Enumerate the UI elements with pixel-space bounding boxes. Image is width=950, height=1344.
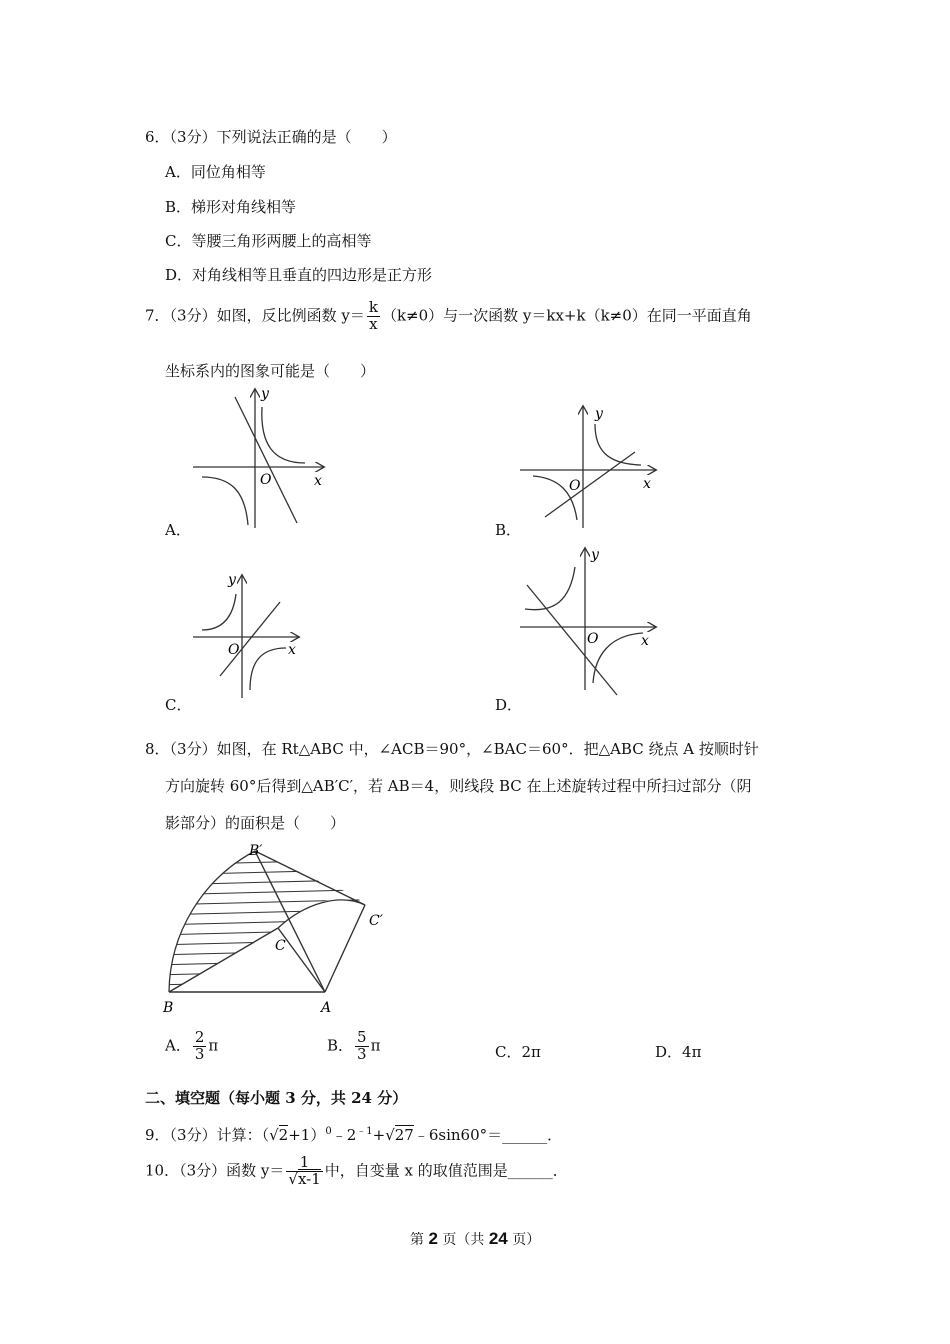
- q8-stem-line2: 方向旋转 60°后得到△AB′C′，若 AB＝4，则线段 BC 在上述旋转过程中所扫过部分（阴: [165, 777, 752, 795]
- q7-stem-pre: 7．（3分）如图，反比例函数 y＝: [145, 306, 365, 325]
- option-fraction: [355, 1030, 369, 1063]
- page-number: 2: [428, 1229, 438, 1248]
- q7-fraction: [367, 300, 380, 333]
- fraction-denominator: x: [369, 314, 378, 333]
- q8-option-c: C．2π: [495, 1043, 541, 1061]
- segment-b1c1: [255, 851, 365, 905]
- q6-option-d: D．对角线相等且垂直的四边形是正方形: [165, 266, 433, 284]
- option-suffix: π: [370, 1036, 381, 1055]
- axis-y-label: y: [595, 406, 603, 422]
- q8-stem-line1: 8．（3分）如图，在 Rt△ABC 中，∠ACB＝90°，∠BAC＝60°．把△ABC 绕点 A 按顺时针: [145, 740, 759, 758]
- rotation-figure: [155, 835, 395, 1015]
- fraction-numerator: 2: [194, 1028, 205, 1046]
- footer-text: 第: [410, 1232, 429, 1248]
- sqrt-icon: √: [385, 1126, 395, 1144]
- label-b: B: [163, 1000, 174, 1015]
- option-prefix: B．: [327, 1036, 354, 1055]
- q7-stem-line2: 坐标系内的图象可能是（ ）: [165, 362, 376, 380]
- origin-label: O: [569, 478, 581, 494]
- origin-label: O: [228, 642, 240, 658]
- segment-c1a: [325, 905, 365, 992]
- total-pages: 24: [488, 1229, 508, 1248]
- q8-stem-line3: 影部分）的面积是（ ）: [165, 814, 346, 832]
- q8-option-a: [165, 1030, 218, 1063]
- hyperbola-branch: [250, 648, 286, 690]
- q7-stem-post: （k≠0）与一次函数 y＝kx+k（k≠0）在同一平面直角: [381, 306, 752, 325]
- hyperbola-branch: [595, 424, 641, 465]
- line-graph: [220, 602, 280, 676]
- fraction-numerator: 5: [357, 1028, 367, 1046]
- footer-text: 页（共: [437, 1232, 489, 1248]
- axis-y-label: y: [261, 386, 269, 402]
- q10-stem: [145, 1155, 568, 1188]
- origin-label: O: [587, 631, 599, 647]
- fraction-denominator: [286, 1169, 322, 1188]
- q9-pre: 9．（3分）计算：（: [145, 1126, 270, 1144]
- line-graph: [527, 585, 617, 695]
- exponent: ﹣1: [356, 1126, 373, 1137]
- hyperbola-branch: [202, 477, 248, 525]
- graph-d-label: D．: [495, 696, 523, 714]
- graph-d: [515, 545, 665, 700]
- q9-text: ﹣2: [331, 1126, 357, 1144]
- q6-option-c: C．等腰三角形两腰上的高相等: [165, 232, 372, 250]
- segment-b1a: [255, 851, 325, 992]
- origin-label: O: [260, 472, 272, 488]
- segment-bc: [169, 928, 278, 992]
- q6-stem: 6．（3分）下列说法正确的是（ ）: [145, 128, 397, 146]
- label-b-prime: B′: [249, 843, 263, 859]
- axis-x-label: x: [288, 642, 296, 658]
- graph-a: [190, 385, 335, 533]
- axis-x-label: x: [641, 633, 649, 649]
- axis-x-label: x: [643, 476, 651, 492]
- axis-y-label: y: [228, 572, 236, 588]
- axis-x-label: x: [314, 473, 322, 489]
- footer-text: 页）: [507, 1232, 541, 1248]
- arc-bb1: [169, 851, 255, 992]
- graph-b: [515, 402, 665, 532]
- q9-post: ﹣6sin60°＝______．: [413, 1126, 563, 1144]
- sqrt-radicand: 2: [278, 1126, 289, 1144]
- graph-a-label: A．: [165, 521, 191, 539]
- q6-option-b: B．梯形对角线相等: [165, 198, 297, 216]
- q9-text: +1）: [288, 1126, 326, 1144]
- graph-c: [190, 568, 310, 703]
- label-a: A: [321, 1000, 332, 1015]
- q7-stem: [145, 300, 752, 333]
- option-suffix: π: [208, 1036, 219, 1055]
- sqrt-icon: √: [269, 1126, 279, 1144]
- axis-y-label: y: [591, 547, 599, 563]
- page-footer: [410, 1229, 540, 1249]
- exponent: 0: [325, 1126, 332, 1137]
- fraction-denominator: 3: [357, 1044, 367, 1063]
- sqrt-icon: √: [288, 1169, 298, 1188]
- label-c: C: [275, 938, 286, 954]
- sqrt-radicand: 27: [394, 1126, 414, 1144]
- fraction-numerator: k: [368, 298, 378, 316]
- q9-text: +: [372, 1126, 386, 1144]
- q6-option-a: A．同位角相等: [165, 163, 266, 181]
- sqrt-radicand: x-1: [297, 1169, 321, 1188]
- q9-stem: [145, 1122, 562, 1145]
- label-c-prime: C′: [369, 913, 383, 929]
- q8-option-d: D．4π: [655, 1043, 702, 1061]
- hyperbola-branch: [525, 567, 575, 610]
- option-prefix: A．: [165, 1036, 191, 1055]
- graph-b-label: B．: [495, 521, 522, 539]
- graph-c-label: C．: [165, 696, 192, 714]
- fraction-numerator: 1: [286, 1155, 322, 1172]
- q10-pre: 10．（3分）函数 y＝: [145, 1161, 285, 1180]
- hyperbola-branch: [262, 407, 305, 463]
- q8-option-b: [327, 1030, 380, 1063]
- q10-fraction: [286, 1155, 322, 1188]
- option-fraction: [193, 1030, 207, 1063]
- fraction-denominator: 3: [194, 1044, 205, 1063]
- hyperbola-branch: [202, 594, 236, 630]
- q10-post: 中，自变量 x 的取值范围是______．: [324, 1161, 568, 1180]
- section-heading: 二、填空题（每小题 3 分，共 24 分）: [145, 1089, 408, 1107]
